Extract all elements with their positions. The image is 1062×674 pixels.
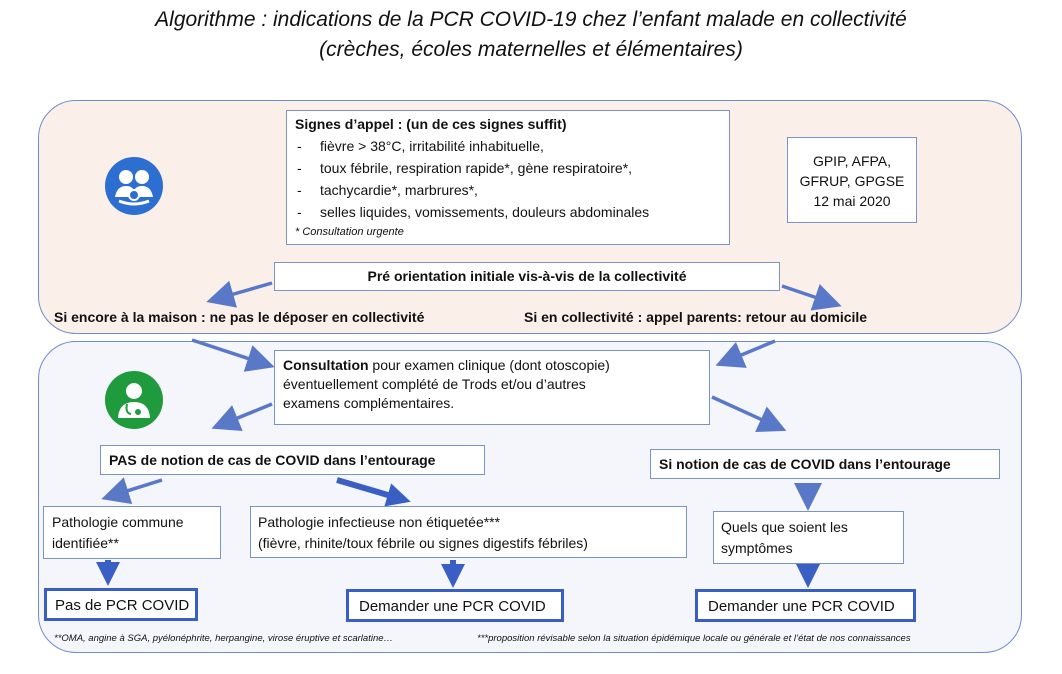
- signs-list: [295, 137, 729, 222]
- common-pathology-box: [43, 506, 221, 559]
- infectious-pathology-box: [250, 506, 687, 558]
- consultation-box: [274, 350, 710, 425]
- consultation-text: pour examen clinique (dont otoscopie): [368, 357, 610, 373]
- infectious-pathology-line-1: Pathologie infectieuse non étiquetée***: [258, 514, 501, 530]
- preorientation-box: Pré orientation initiale vis-à-vis de la collectivité: [274, 262, 780, 291]
- no-covid-contact-box: [100, 445, 485, 475]
- footnote-1: **OMA, angine à SGA, pyélonéphrite, herpangine, virose éruptive et scarlatine…: [54, 633, 394, 644]
- covid-contact-box: Si notion de cas de COVID dans l’entourage: [650, 449, 1000, 479]
- sign-item: - tachycardie*, marbrures*,: [295, 181, 729, 200]
- consultation-line-1: [283, 356, 709, 375]
- sign-item: - fièvre > 38°C, irritabilité inhabituelle,: [295, 137, 729, 156]
- consultation-line-2: éventuellement complété de Trods et/ou d’autres: [283, 376, 586, 392]
- infectious-pathology-line-2: (fièvre, rhinite/toux fébrile ou signes digestifs fébriles): [258, 535, 588, 551]
- signs-heading: Signes d’appel : (un de ces signes suffit): [295, 116, 567, 132]
- consultation-line-3: examens complémentaires.: [283, 395, 455, 411]
- no-covid-bold: PAS: [109, 452, 137, 468]
- no-covid-text: de notion de cas de COVID dans l’entourage: [136, 452, 436, 468]
- signs-box: [286, 110, 730, 245]
- title-line-1: Algorithme : indications de la PCR COVID-19 chez l’enfant malade en collectivité: [155, 8, 907, 31]
- any-symptoms-line-1: Quels que soient les: [721, 519, 848, 535]
- source-line-3: 12 mai 2020: [813, 193, 891, 209]
- no-pcr-box: Pas de PCR COVID: [44, 588, 198, 621]
- pcr-right-box: Demander une PCR COVID: [695, 589, 916, 622]
- sign-item: - toux fébrile, respiration rapide*, gène respiratoire*,: [295, 159, 729, 178]
- common-pathology-line-1: Pathologie commune: [52, 514, 184, 530]
- consultation-bold: Consultation: [283, 357, 369, 373]
- any-symptoms-box: [713, 511, 904, 564]
- sign-item: - selles liquides, vomissements, douleurs abdominales: [295, 203, 729, 222]
- at-home-text: Si encore à la maison : ne pas le déposer en collectivité: [54, 309, 425, 325]
- any-symptoms-line-2: symptômes: [721, 540, 793, 556]
- common-pathology-line-2: identifiée**: [52, 535, 119, 551]
- source-box: [787, 137, 917, 223]
- signs-note: * Consultation urgente: [295, 226, 404, 238]
- title-line-2: (crèches, écoles maternelles et élémentaires): [319, 38, 743, 61]
- source-line-2: GFRUP, GPGSE: [799, 173, 905, 189]
- source-line-1: GPIP, AFPA,: [812, 153, 892, 169]
- in-collectivity-text: Si en collectivité : appel parents: retour au domicile: [524, 309, 868, 325]
- pcr-left-box: Demander une PCR COVID: [346, 589, 564, 622]
- footnote-2: ***proposition révisable selon la situation épidémique locale ou générale et l’état de nos connaissances: [477, 633, 911, 644]
